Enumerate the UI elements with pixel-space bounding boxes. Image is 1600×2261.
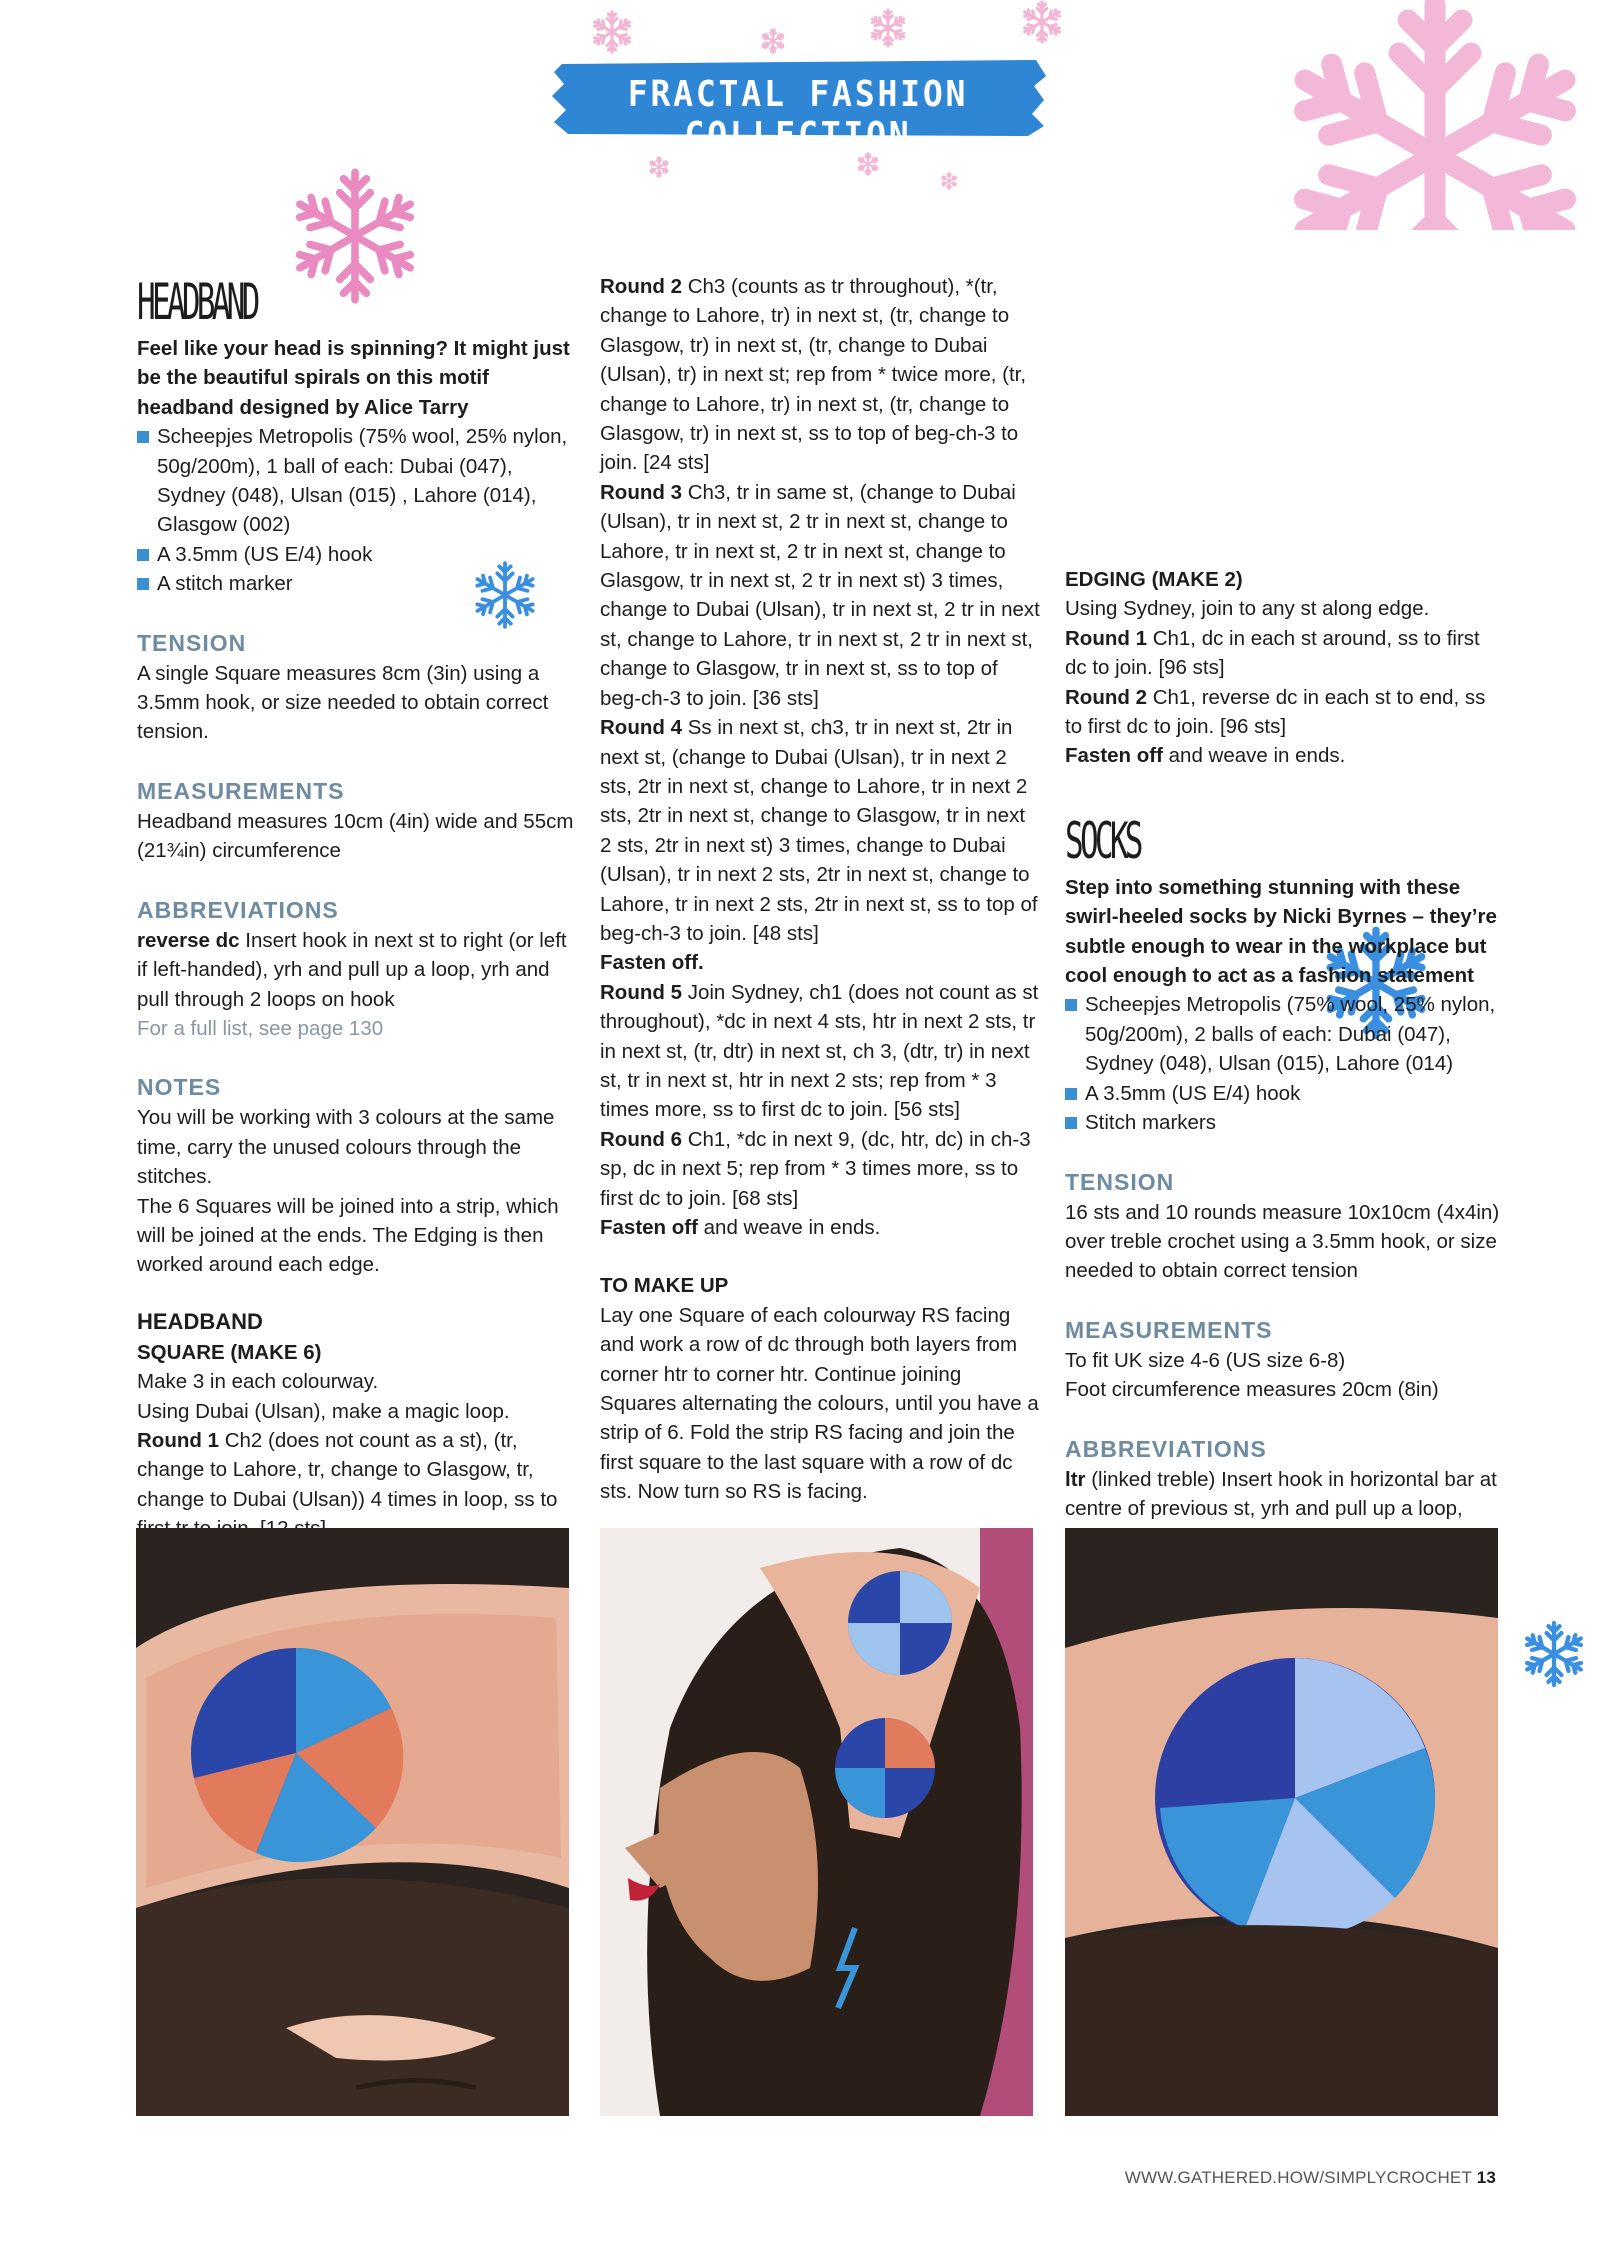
banner-title: FRACTAL FASHION COLLECTION [627,74,969,156]
round-instruction: Round 1 Ch2 (does not count as a st), (tr, change to Lahore, tr, change to Glasgow, tr, change to Dubai (Ulsan)) 4 times in loop, ss to [137,1428,558,1511]
section-heading: TENSION [137,629,247,656]
round-instruction: Round 2 Ch1, reverse dc in each st to end, ss to first dc to join. [96 sts] [1065,685,1486,739]
snowflake-decoration-icon [1270,0,1600,230]
tension-text: A single Square measures 8cm (3in) using a 3.5mm hook, or size needed to obtain correct tension. [137,661,549,744]
list-item: Stitch markers [1065,1108,1505,1137]
column-left [137,272,577,1544]
socks-lead: Step into something stunning with these swirl-heeled socks by Nicki Byrnes – they’re subtle enough to wear in the workplace but cool enough to act as a fashion statement [1065,875,1497,988]
socks-title: SOCKS [1065,811,1140,870]
list-item: Scheepjes Metropolis (75% wool, 25% nylon, 50g/200m), 1 ball of each: Dubai (047), Sydney (048), Ulsan (015) , Lahore (014), Glasgow (002) [137,422,577,540]
square-heading: SQUARE (MAKE 6) [137,1340,322,1364]
list-item: A 3.5mm (US E/4) hook [137,540,577,569]
make-up-text: Lay one Square of each colourway RS facing and work a row of dc through both layers from corner htr to corner htr. Continue joining Squares alternating the colours, until you have a strip of 6. Fold the strip RS facing and join the first square to the last square with a row of dc sts. Now turn so RS is facing. [600,1303,1039,1504]
socks-materials-list [1065,990,1505,1137]
make-up-heading: TO MAKE UP [600,1274,729,1298]
snowflake-decoration-icon [590,10,634,54]
tension-text: 16 sts and 10 rounds measure 10x10cm (4x4in) over treble crochet using a 3.5mm hook, or size needed to obtain correct tension [1065,1200,1500,1283]
fasten-off: Fasten off and weave in ends. [1065,744,1346,768]
measurements-text: To fit UK size 4-6 (US size 6-8) [1065,1348,1346,1372]
column-middle [600,272,1040,1507]
round-instruction: Round 5 Join Sydney, ch1 (does not count as st throughout), *dc in next 4 sts, htr in next 2 sts, tr in next st, (tr, dtr) in next st, ch 3, (dtr, tr) in next st, tr in next st, htr in next 2 sts; rep from * 3 times more, ss to first dc to join. [56 sts] [600,980,1039,1122]
page-footer [1125,2168,1496,2188]
headband-photo-back [1065,1528,1498,2116]
headband-materials-list [137,422,577,598]
measurements-text: Headband measures 10cm (4in) wide and 55cm (21¾in) circumference [137,809,574,863]
full-list-reference: For a full list, see page 130 [137,1016,384,1040]
round-instruction: Round 6 Ch1, *dc in next 9, (dc, htr, dc) in ch-3 sp, dc in next 5; rep from * 3 times more, ss to first dc to join. [68 sts] [600,1127,1031,1210]
snowflake-decoration-icon [760,28,786,54]
pattern-text: Make 3 in each colourway. [137,1370,379,1394]
section-heading: MEASUREMENTS [137,777,345,804]
round-instruction: Round 1 Ch1, dc in each st around, ss to first dc to join. [96 sts] [1065,626,1480,680]
footer-url[interactable]: WWW.GATHERED.HOW/SIMPLYCROCHET [1124,2168,1472,2187]
snowflake-decoration-icon [1018,0,1066,44]
section-banner [548,56,1048,156]
notes-text: You will be working with 3 colours at the same time, carry the unused colours through the stitches. [137,1106,555,1189]
headband-photo-closeup [136,1528,569,2116]
pattern-heading: HEADBAND [137,1308,263,1334]
notes-text: The 6 Squares will be joined into a strip, which will be joined at the ends. The Edging is then worked around each edge. [137,1194,559,1277]
edging-text: Using Sydney, join to any st along edge. [1065,597,1430,621]
snowflake-decoration-icon [1520,1620,1588,1688]
headband-photo-profile [600,1528,1033,2116]
list-item: A stitch marker [137,569,577,598]
fasten-off: Fasten off and weave in ends. [600,1216,881,1239]
snowflake-decoration-icon [648,156,670,178]
pattern-text: Using Dubai (Ulsan), make a magic loop. [137,1399,510,1423]
section-heading: ABBREVIATIONS [137,896,339,923]
round-instruction: Round 3 Ch3, tr in same st, (change to Dubai (Ulsan), tr in next st, 2 tr in next st, change to Lahore, tr in next st, 2 tr in next st, change to Glasgow, tr in next st, 2 tr in next st) 3 times, change to Dubai (Ulsan), tr in next st, 2 tr in next st, change to Lahore, tr in next st, 2 tr in next st, change to Glasgow, tr in next st, ss to top of beg-ch-3 to join. [36 sts] [600,480,1040,710]
section-heading: NOTES [137,1074,222,1101]
section-heading: ABBREVIATIONS [1065,1435,1267,1462]
round-instruction: Round 2 Ch3 (counts as tr throughout), *(tr, change to Lahore, tr) in next st, (tr, change to Glasgow, tr) in next st, (tr, change to Dubai (Ulsan), tr) in next st; rep from * twice more, (tr, change to Lahore, tr) in next st, (tr, change to Glasgow, tr) in next st, ss to top of beg-ch-3 to join. [24 sts] [600,275,1027,475]
fasten-off: Fasten off. [600,951,704,975]
abbreviation-entry: reverse dc Insert hook in next st to right (or left if left-handed), yrh and pull up a loop, yrh and pull through 2 loops on hook [137,928,567,1011]
headband-title: HEADBAND [137,273,257,331]
snowflake-decoration-icon [940,172,958,190]
page-number: 13 [1476,2168,1496,2187]
snowflake-decoration-icon [868,8,908,48]
list-item: A 3.5mm (US E/4) hook [1065,1079,1505,1108]
round-instruction: Round 4 Ss in next st, ch3, tr in next st, 2tr in next st, (change to Dubai (Ulsan), tr in next 2 sts, 2tr in next st, change to Lahore, tr in next 2 sts, 2tr in next st, change to Glasgow, tr in next 2 sts, 2tr in next st) 3 times, change to Dubai (Ulsan), tr in next 2 sts, 2tr in next st, change to Lahore, tr in next 2 sts, 2tr in next st, ss to top of beg-ch-3 to join. [48 sts] [600,716,1038,945]
section-heading: TENSION [1065,1168,1175,1195]
section-heading: MEASUREMENTS [1065,1316,1273,1343]
list-item: Scheepjes Metropolis (75% wool, 25% nylon, 50g/200m), 2 balls of each: Dubai (047), Sydney (048), Ulsan (015), Lahore (014) [1065,990,1505,1078]
edging-heading: EDGING (MAKE 2) [1065,568,1243,591]
headband-lead: Feel like your head is spinning? It might just be the beautiful spirals on this motif headband designed by Alice Tarry [137,337,570,419]
column-right [1065,565,1505,1641]
measurements-text: Foot circumference measures 20cm (8in) [1065,1378,1439,1402]
abbreviation-entry: ltr (linked treble) Insert hook in horizontal bar at centre of previous st, yrh and pull up a loop, [1065,1467,1497,1520]
